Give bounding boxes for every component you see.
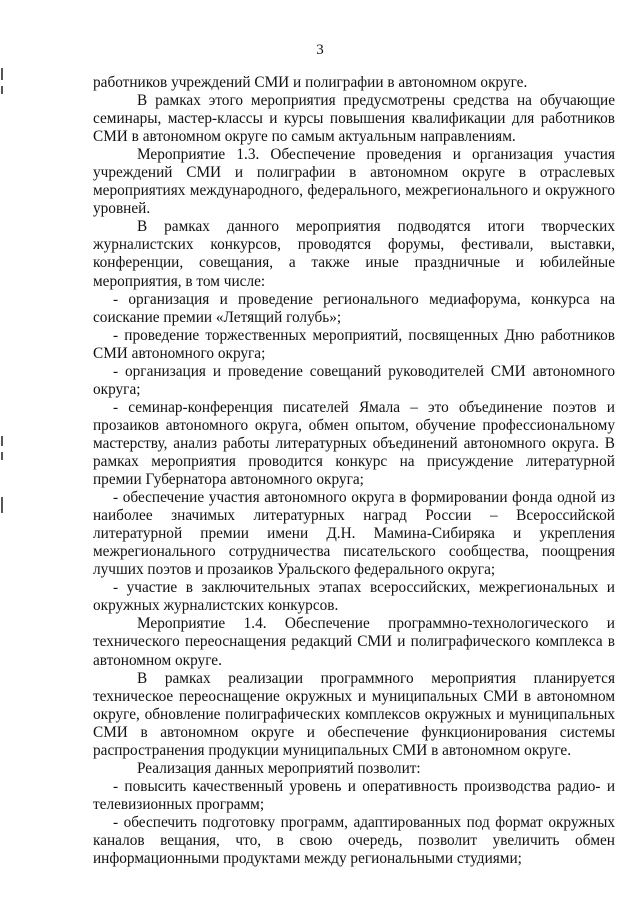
list-item: - семинар-конференция писателей Ямала – это объединение поэтов и прозаиков автономного округа, обмен опытом, обучение профессиональному мастерству, анализ работы литературных объединений автономного округа. В рамках мероприятия проводится конкурс на присуждение литературной премии Губернатора автономного округа; [93,398,615,489]
scan-edge-mark [1,68,3,80]
list-item: - повысить качественный уровень и оперативность производства радио- и телевизионных программ; [93,777,615,813]
scan-edge-mark [1,452,3,460]
paragraph: В рамках этого мероприятия предусмотрены средства на обучающие семинары, мастер-классы и курсы повышения квалификации для работников СМИ в автономном округе по самым актуальным направлениям. [93,92,615,146]
scan-edge-mark [1,436,3,446]
paragraph: В рамках данного мероприятия подводятся итоги творческих журналистских конкурсов, проводятся форумы, фестивали, выставки, конференции, совещания, а также иные праздничные и юбилейные мероприятия, в том числе: [93,218,615,290]
list-item: - организация и проведение регионального медиафорума, конкурса на соискание премии «Летящий голубь»; [93,290,615,326]
list-item: - участие в заключительных этапах всероссийских, межрегиональных и окружных журналистских конкурсов. [93,579,615,615]
paragraph: Мероприятие 1.4. Обеспечение программно-технологического и технического переоснащения редакций СМИ и полиграфического комплекса в автономном округе. [93,615,615,669]
paragraph: работников учреждений СМИ и полиграфии в автономном округе. [93,74,528,91]
paragraph: Реализация данных мероприятий позволит: [137,759,421,777]
document-body [93,74,615,868]
paragraph: Мероприятие 1.3. Обеспечение проведения и организация участия учреждений СМИ и полиграфии в автономном округе в отраслевых мероприятиях международного, федерального, межрегионального и окружного уровней. [93,146,615,218]
list-item: - обеспечить подготовку программ, адаптированных под формат окружных каналов вещания, что, в свою очередь, позволит увеличить обмен информационными продуктами между региональными студиями; [93,813,615,868]
list-item: - проведение торжественных мероприятий, посвященных Дню работников СМИ автономного округа; [93,326,615,362]
list-item: - обеспечение участия автономного округа в формировании фонда одной из наиболее значимых литературных наград России – Всероссийской литературной премии имени Д.Н. Мамина-Сибиряка и укрепления межрегионального сотрудничества писательского сообщества, поощрения лучших поэтов и прозаиков Уральского федерального округа; [93,489,615,579]
list-item: - организация и проведение совещаний руководителей СМИ автономного округа; [93,362,615,398]
scan-edge-mark [1,497,3,513]
page-number: 3 [316,42,324,58]
scan-edge-mark [1,86,3,94]
paragraph: В рамках реализации программного мероприятия планируется техническое переоснащение окружных и муниципальных СМИ в автономном округе, обновление полиграфических комплексов окружных и муниципальных СМИ в автономном округе и обеспечение функционирования системы распространения продукции муниципальных СМИ в автономном округе. [93,669,615,759]
